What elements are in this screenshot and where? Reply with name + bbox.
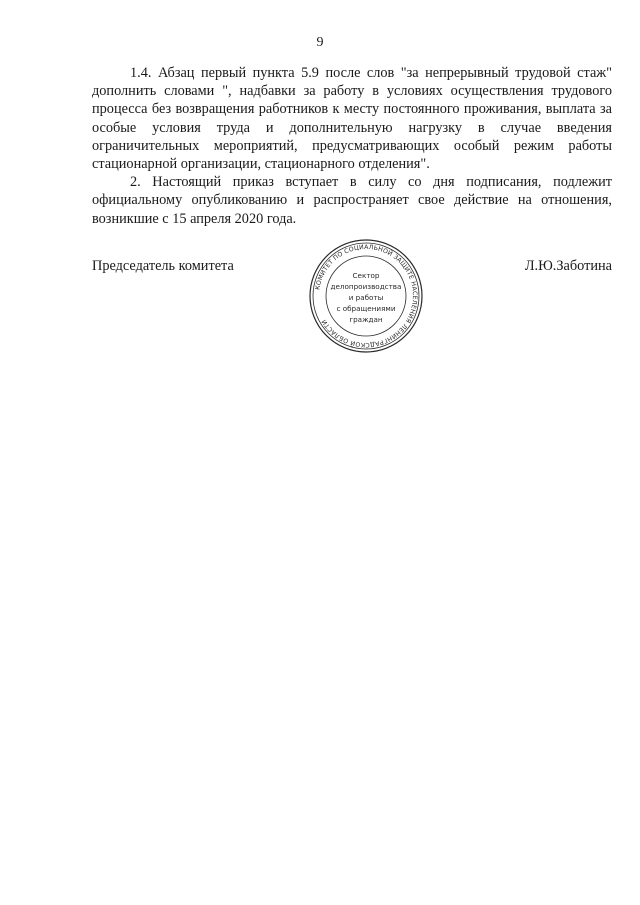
paragraph-amendment: 1.4. Абзац первый пункта 5.9 после слов "за непрерывный трудовой стаж" дополнить словами ", надбавки за работу в условиях осуществления трудового процесса без возвращения работников к месту постоянного проживания, выплата за особые условия труда и дополнительную нагрузку в случае введения ограничительных мероприятий, предусматривающих особый режим работы стационарной организации, стационарного отделения".	[92, 65, 612, 173]
signatory-name: Л.Ю.Заботина	[524, 258, 612, 274]
stamp-line: и работы	[348, 293, 384, 302]
signatory-title: Председатель комитета	[92, 258, 234, 274]
stamp-line: граждан	[349, 315, 383, 324]
stamp-line: с обращениями	[336, 304, 396, 313]
office-stamp	[306, 236, 426, 356]
stamp-line: делопроизводства	[330, 282, 402, 291]
paragraph-effective-date: 2. Настоящий приказ вступает в силу со дня подписания, подлежит официальному опубликованию и распространяет свое действие на отношения, возникшие с 15 апреля 2020 года.	[92, 174, 612, 227]
document-body	[92, 64, 612, 228]
stamp-line: Сектор	[352, 271, 380, 280]
page-number: 9	[316, 35, 324, 50]
stamp-ring-text: КОМИТЕТ ПО СОЦИАЛЬНОЙ ЗАЩИТЕ НАСЕЛЕНИЯ ЛЕНИНГРАДСКОЙ ОБЛАСТИ	[314, 243, 419, 349]
